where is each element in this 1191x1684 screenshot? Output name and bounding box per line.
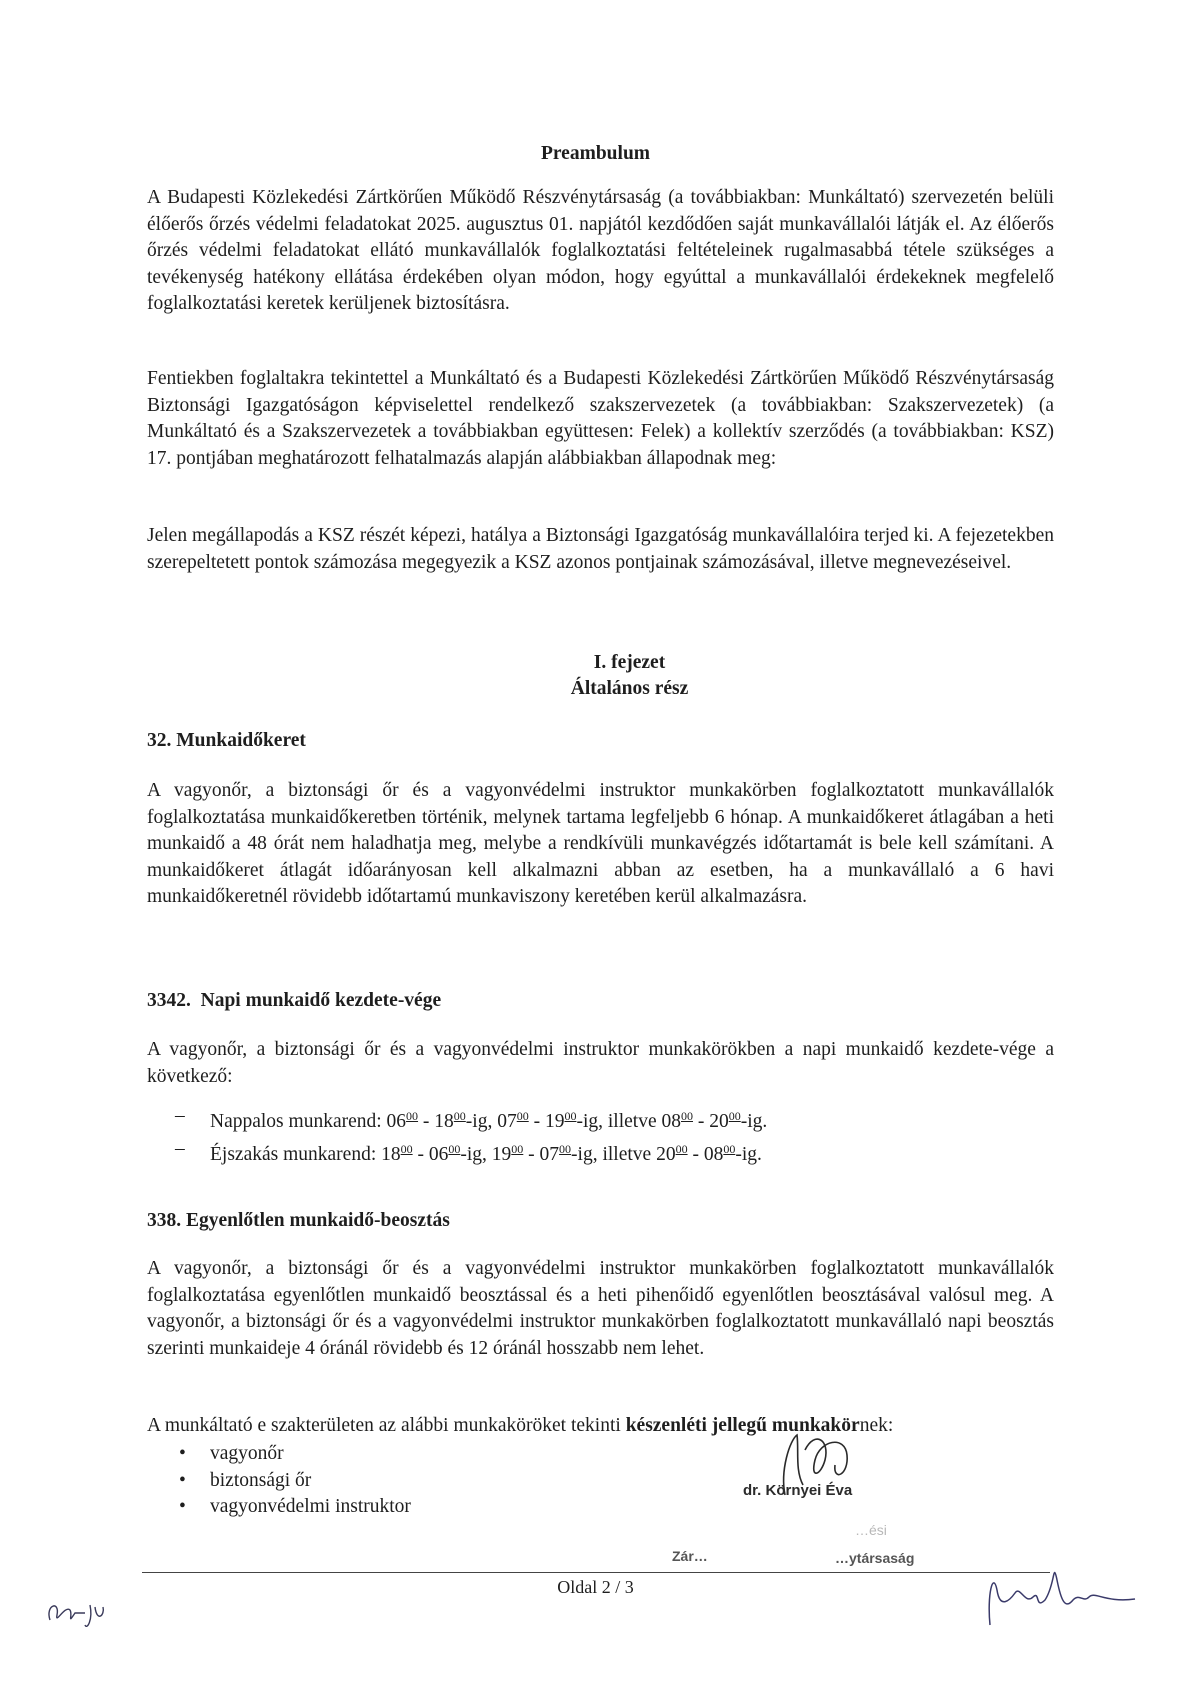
standby-roles-list	[175, 1441, 411, 1521]
time-minute: 00	[511, 1141, 524, 1156]
day-shift-item	[175, 1103, 767, 1136]
time-suffix: -ig.	[740, 1111, 768, 1132]
time-minute: 00	[681, 1109, 693, 1123]
initials-scribble-left	[45, 1595, 135, 1630]
standby-emphasis: készenléti jellegű munkakör	[625, 1415, 860, 1436]
time-minute: 00	[400, 1141, 413, 1156]
section-3342-intro: A vagyonőr, a biztonsági őr és a vagyonvédelmi instruktor munkakörökben a napi munkaidő kezdete-vége a következő:	[147, 1039, 1054, 1087]
time-hour: 07	[539, 1143, 560, 1165]
bullet-icon: •	[179, 1496, 186, 1517]
time-hour: 06	[386, 1111, 407, 1132]
time-separator: -	[687, 1143, 704, 1165]
time-hour: 06	[428, 1143, 449, 1165]
time-suffix: -ig, illetve	[571, 1143, 657, 1165]
stamp-text-right: …ytársaság	[835, 1550, 915, 1566]
time-minute: 00	[675, 1141, 688, 1156]
section-338-heading: 338. Egyenlőtlen munkaidő-beosztás	[147, 1210, 450, 1231]
time-minute: 00	[516, 1109, 529, 1123]
time-separator: -	[523, 1143, 540, 1165]
footer-divider	[142, 1572, 1050, 1573]
day-shift-label: Nappalos munkarend:	[210, 1111, 387, 1132]
time-hour: 20	[709, 1111, 729, 1132]
section-3342-heading: 3342. Napi munkaidő kezdete-vége	[147, 990, 442, 1011]
time-separator: -	[693, 1111, 710, 1132]
section-32-heading: 32. Munkaidőkeret	[147, 730, 306, 751]
time-minute: 00	[559, 1141, 572, 1156]
time-minute: 00	[728, 1109, 741, 1123]
time-minute: 00	[723, 1141, 736, 1156]
section-338-text: A vagyonőr, a biztonsági őr és a vagyonvédelmi instruktor munkakörben foglalkoztatott munkavállalók foglalkoztatása egyenlőtlen munkaidő beosztással és a heti pihenőidő egyenlőtlen beosztásával valósul meg. A vagyonőr, a biztonsági őr és a vagyonvédelmi instruktor munkakörben foglalkoztatott munkavállaló napi beosztás szerinti munkaideje 4 óránál rövidebb és 12 óránál hosszabb nem lehet.	[147, 1258, 1054, 1359]
time-separator: -	[412, 1143, 429, 1165]
section-32-text: A vagyonőr, a biztonsági őr és a vagyonvédelmi instruktor munkakörben foglalkoztatott munkavállalók foglalkoztatása munkaidőkeretben történik, melynek tartama legfeljebb 6 hónap. A munkaidőkeret átlagában a heti munkaidő a 48 órát nem haladhatja meg, melybe a rendkívüli munkavégzés időtartamát is bele kell számítani. A munkaidőkeret átlagát időarányosan kell alkalmazni abban az esetben, ha a munkavállaló a 6 havi munkaidőkeretnél rövidebb időtartamú munkaviszony keretében kerül alkalmazásra.	[147, 780, 1054, 907]
time-minute: 00	[564, 1109, 577, 1123]
chapter-title: Általános rész	[570, 678, 689, 699]
page-number: Oldal 2 / 3	[557, 1577, 634, 1597]
standby-prefix: A munkáltató e szakterületen az alábbi munkaköröket tekinti	[147, 1415, 626, 1436]
time-suffix: -ig.	[735, 1143, 762, 1165]
night-shift-label: Éjszakás munkarend:	[210, 1143, 382, 1165]
role-item	[175, 1441, 411, 1468]
preamble-paragraph-1: A Budapesti Közlekedési Zártkörűen Működő Részvénytársaság (a továbbiakban: Munkáltató) szervezetén belüli élőerős őrzés védelmi feladatokat 2025. augusztus 01. napjától kezdődően saját munkavállalói látják el. Az élőerős őrzés védelmi feladatokat ellátó munkavállalók foglalkoztatási feltételeinek rugalmasabbá tétele szükséges a tevékenység hatékony ellátása érdekében olyan módon, hogy egyúttal a munkavállalói érdekeknek megfelelő foglalkoztatási keretek kerüljenek biztosításra.	[147, 187, 1054, 314]
role-item	[175, 1494, 411, 1521]
preamble-title: Preambulum	[540, 143, 651, 164]
role-label: biztonsági őr	[210, 1469, 312, 1491]
time-hour: 08	[703, 1143, 724, 1165]
bullet-icon: •	[179, 1443, 186, 1464]
time-minute: 00	[448, 1141, 461, 1156]
chapter-number: I. fejezet	[593, 652, 666, 673]
signatory-name: dr. Környei Éva	[743, 1482, 853, 1499]
role-item	[175, 1468, 411, 1495]
time-suffix: -ig,	[465, 1111, 498, 1132]
time-hour: 07	[497, 1111, 517, 1132]
time-suffix: -ig, illetve	[576, 1111, 662, 1132]
time-minute: 00	[406, 1109, 419, 1123]
time-hour: 18	[381, 1143, 401, 1165]
stamp-text-left: Zár…	[672, 1548, 708, 1564]
time-hour: 18	[434, 1111, 454, 1132]
time-minute: 00	[453, 1109, 466, 1123]
time-hour: 19	[491, 1143, 512, 1165]
bullet-icon: •	[179, 1469, 186, 1491]
role-label: vagyonőr	[210, 1443, 284, 1464]
time-hour: 08	[661, 1111, 681, 1132]
stamp-text-fragment: …ési	[855, 1522, 887, 1538]
work-schedule-list	[175, 1103, 767, 1168]
preamble-paragraph-3: Jelen megállapodás a KSZ részét képezi, hatálya a Biztonsági Igazgatóság munkavállalóira terjed ki. A fejezetekben szerepeltetett pontok számozása megegyezik a KSZ azonos pontjainak számozásával, illetve megnevezéseivel.	[147, 525, 1054, 573]
time-suffix: -ig,	[460, 1143, 492, 1165]
time-separator: -	[528, 1111, 545, 1132]
time-hour: 20	[656, 1143, 676, 1165]
standby-jobs-intro	[147, 1413, 1054, 1440]
role-label: vagyonvédelmi instruktor	[210, 1496, 411, 1517]
signature-scribble-right	[985, 1555, 1145, 1630]
preamble-paragraph-2: Fentiekben foglaltakra tekintettel a Munkáltató és a Budapesti Közlekedési Zártkörűen Működő Részvénytársaság Biztonsági Igazgatóságon képviselettel rendelkező szakszervezetek (a továbbiakban: Szakszervezetek) (a Munkáltató és a Szakszervezetek a továbbiakban együttesen: Felek) a kollektív szerződés (a továbbiakban: KSZ) 17. pontjában meghatározott felhatalmazás alapján alábbiakban állapodnak meg:	[147, 368, 1054, 469]
time-hour: 19	[544, 1111, 565, 1132]
night-shift-item	[175, 1136, 767, 1169]
time-separator: -	[418, 1111, 435, 1132]
standby-suffix: nek:	[859, 1415, 894, 1436]
